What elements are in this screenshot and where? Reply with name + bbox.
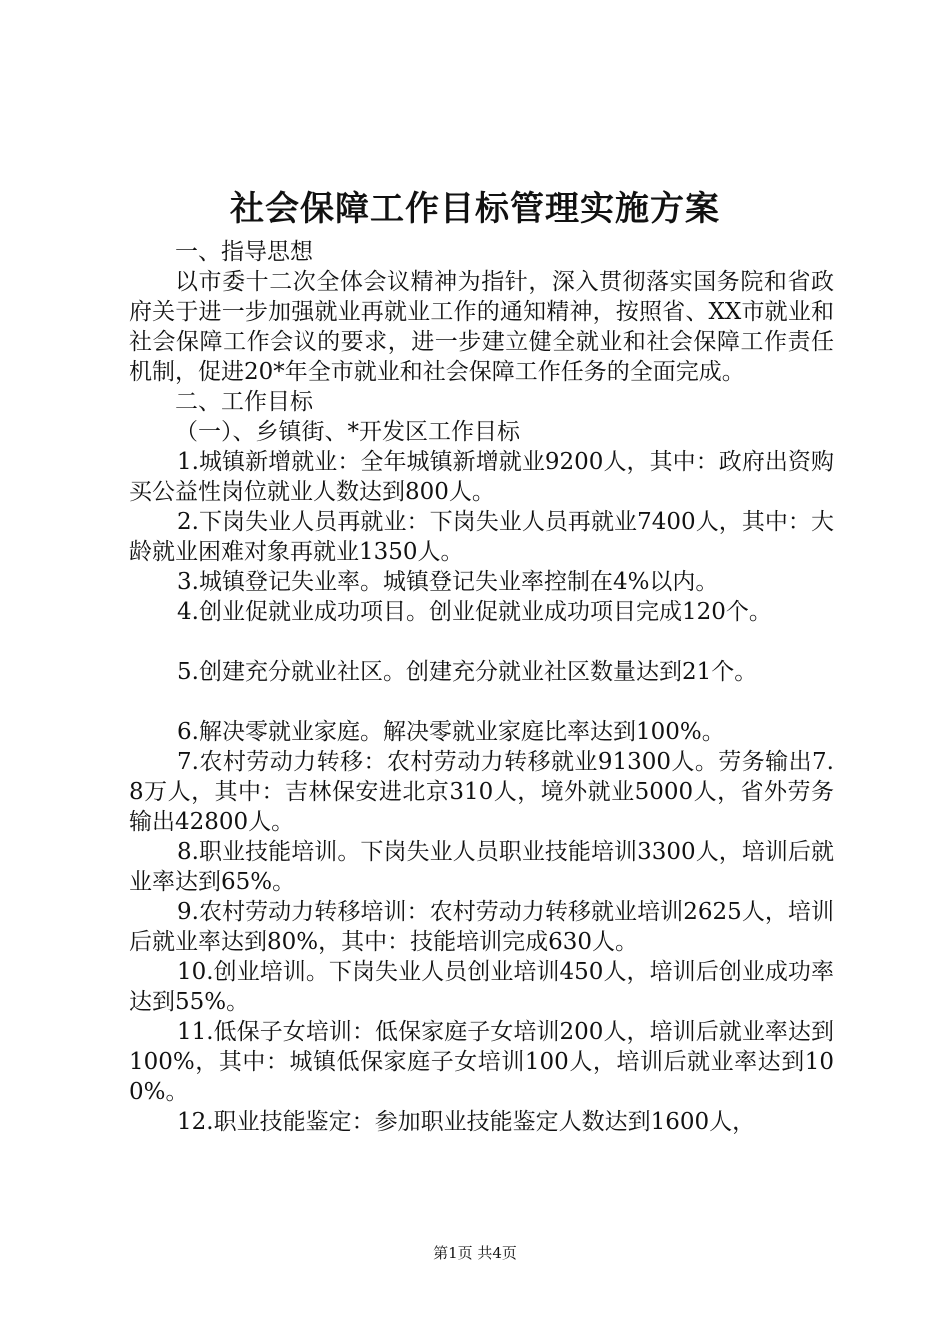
- goal-item-5: 5.创建充分就业社区。创建充分就业社区数量达到21个。: [177, 659, 758, 685]
- goal-item-7: 7.农村劳动力转移：农村劳动力转移就业91300人。劳务输出7.8万人，其中：吉林保安进北京310人，境外就业5000人，省外劳务输出42800人。: [129, 749, 834, 835]
- goal-item-2: 2.下岗失业人员再就业：下岗失业人员再就业7400人，其中：大龄就业困难对象再就业1350人。: [129, 509, 834, 565]
- goal-item-11: 11.低保子女培训：低保家庭子女培训200人，培训后就业率达到100%，其中：城镇低保家庭子女培训100人，培训后就业率达到100%。: [129, 1019, 834, 1105]
- spacer: [129, 627, 834, 657]
- goal-item-12: 12.职业技能鉴定：参加职业技能鉴定人数达到1600人，: [177, 1109, 756, 1135]
- paragraph-guiding-ideology: 以市委十二次全体会议精神为指针，深入贯彻落实国务院和省政府关于进一步加强就业再就业工作的通知精神，按照省、XX市就业和社会保障工作会议的要求，进一步建立健全就业和社会保障工作责任机制，促进20*年全市就业和社会保障工作任务的全面完成。: [129, 269, 834, 385]
- goal-item-10: 10.创业培训。下岗失业人员创业培训450人，培训后创业成功率达到55%。: [129, 959, 834, 1015]
- page-footer: 第1页 共4页: [433, 1244, 517, 1262]
- goal-item-9: 9.农村劳动力转移培训：农村劳动力转移就业培训2625人，培训后就业率达到80%，其中：技能培训完成630人。: [129, 899, 834, 955]
- subsection-heading: （一）、乡镇街、*开发区工作目标: [175, 419, 520, 445]
- goal-item-4: 4.创业促就业成功项目。创业促就业成功项目完成120个。: [177, 599, 772, 625]
- document-title: 社会保障工作目标管理实施方案: [230, 189, 720, 229]
- section-heading-guiding-ideology: 一、指导思想: [175, 239, 313, 265]
- goal-item-3: 3.城镇登记失业率。城镇登记失业率控制在4%以内。: [177, 569, 719, 595]
- section-heading-work-goals: 二、工作目标: [175, 389, 313, 415]
- document-body: [129, 237, 834, 1137]
- goal-item-6: 6.解决零就业家庭。解决零就业家庭比率达到100%。: [177, 719, 725, 745]
- goal-item-8: 8.职业技能培训。下岗失业人员职业技能培训3300人，培训后就业率达到65%。: [129, 839, 834, 895]
- spacer: [129, 687, 834, 717]
- goal-item-1: 1.城镇新增就业：全年城镇新增就业9200人，其中：政府出资购买公益性岗位就业人数达到800人。: [129, 449, 834, 505]
